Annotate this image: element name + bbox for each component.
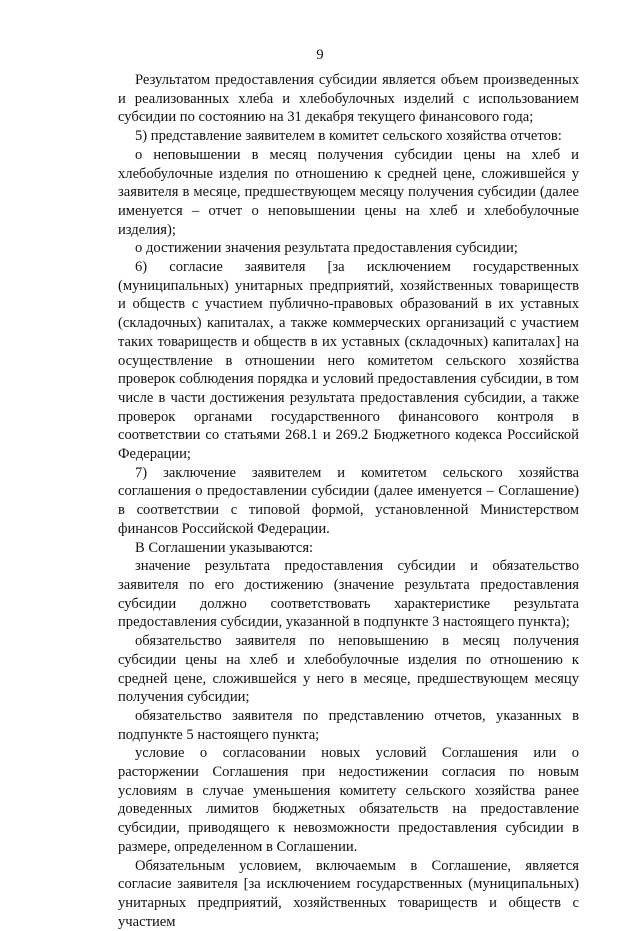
paragraph-item-7: 7) заключение заявителем и комитетом сельского хозяйства соглашения о предоставлении субсидии (далее именуется – Соглашение) в соответствии с типовой формой, установленной Министерством финансов Российской Федерации. xyxy=(118,464,579,537)
paragraph-mandatory-condition: Обязательным условием, включаемым в Соглашение, является согласие заявителя [за исключением государственных (муниципальных) унитарных предприятий, хозяйственных товариществ и обществ с участием xyxy=(118,857,579,930)
paragraph-agreement-intro: В Соглашении указываются: xyxy=(135,539,314,556)
paragraph-result-definition: Результатом предоставления субсидии является объем произведенных и реализованных хлеба и хлебобулочных изделий с использованием субсидии по состоянию на 31 декабря текущего финансового года; xyxy=(118,72,579,126)
paragraph-item-5: 5) представление заявителем в комитет сельского хозяйства отчетов: xyxy=(135,128,562,145)
paragraph-report-result: о достижении значения результата предоставления субсидии; xyxy=(135,240,518,257)
paragraph-agreement-price: обязательство заявителя по неповышению в месяц получения субсидии цены на хлеб и хлебобулочные изделия по отношению к средней цене, сложившейся у него в месяце, предшествующем месяцу получения субсидии; xyxy=(118,633,579,706)
paragraph-item-6: 6) согласие заявителя [за исключением государственных (муниципальных) унитарных предприятий, хозяйственных товариществ и обществ с участием публично-правовых образований в их уставных (складочных) капиталах, а также коммерческих организаций с участием таких товариществ и обществ в их уставных (складочных) капиталах] на осуществление в отношении него комитетом сельского хозяйства проверок соблюдения порядка и условий предоставления субсидии, в том числе в части достижения результата предоставления субсидии, а также проверок органами государственного финансового контроля в соответствии со статьями 268.1 и 269.2 Бюджетного кодекса Российской Федерации; xyxy=(118,259,579,463)
page-number: 9 xyxy=(316,47,324,63)
paragraph-agreement-termination: условие о согласовании новых условий Соглашения или о расторжении Соглашения при недостижении согласия по новым условиям в случае уменьшения комитету сельского хозяйства ранее доведенных лимитов бюджетных обязательств на предоставление субсидии, приводящего к невозможности предоставления субсидии в размере, определенном в Соглашении. xyxy=(118,745,579,855)
paragraph-agreement-reports: обязательство заявителя по представлению отчетов, указанных в подпункте 5 настоящего пункта; xyxy=(118,707,579,743)
document-body xyxy=(118,71,579,931)
paragraph-report-price: о неповышении в месяц получения субсидии цены на хлеб и хлебобулочные изделия по отношению к средней цене, сложившейся у заявителя в месяце, предшествующем месяцу получения субсидии (далее именуется – отчет о неповышении цены на хлеб и хлебобулочные изделия); xyxy=(118,146,579,238)
paragraph-agreement-result: значение результата предоставления субсидии и обязательство заявителя по его достижению (значение результата предоставления субсидии должно соответствовать характеристике результата предоставления субсидии, указанной в подпункте 3 настоящего пункта); xyxy=(118,558,579,631)
